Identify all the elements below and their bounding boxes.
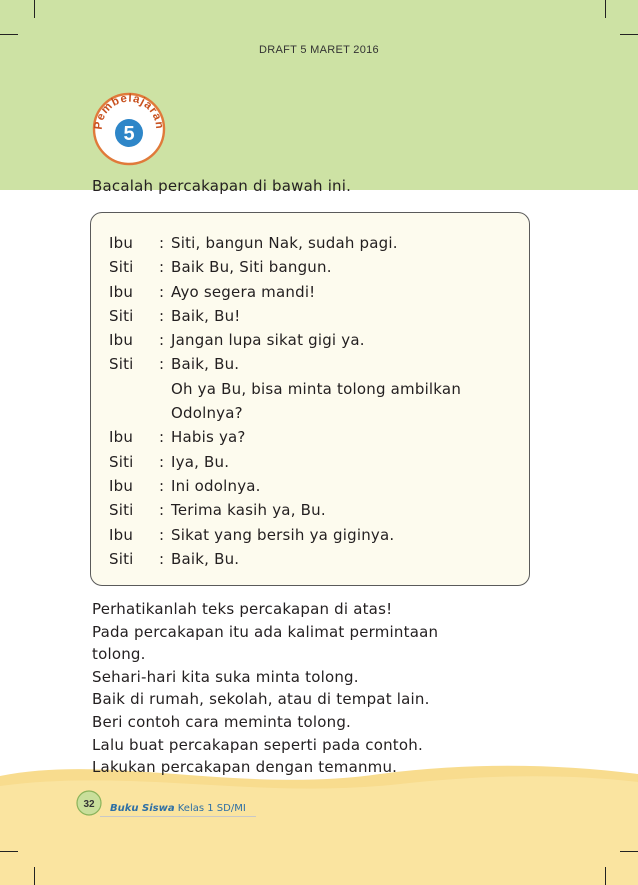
dialog-text: Oh ya Bu, bisa minta tolong ambilkan [171, 379, 462, 398]
dialog-line [109, 255, 461, 279]
instruction-line: Pada percakapan itu ada kalimat permintaan [92, 622, 439, 641]
dialog-colon: : [159, 501, 165, 520]
dialog-colon: : [159, 306, 165, 325]
dialog-speaker: Siti [109, 258, 134, 277]
instruction-line: Sehari-hari kita suka minta tolong. [92, 667, 359, 686]
instruction-line: Baik di rumah, sekolah, atau di tempat lain. [92, 690, 430, 709]
dialog-colon [159, 401, 171, 425]
dialog-speaker: Ibu [109, 331, 134, 350]
dialog-line [109, 498, 461, 522]
dialog-speaker: Ibu [109, 428, 134, 447]
dialog-text: Ayo segera mandi! [171, 282, 316, 301]
instruction-line: Lakukan percakapan dengan temanmu. [92, 758, 398, 777]
dialog-line [109, 474, 461, 498]
dialog-line [109, 304, 461, 328]
draft-label: DRAFT 5 MARET 2016 [259, 44, 379, 56]
crop-mark [620, 851, 638, 852]
dialog-text: Jangan lupa sikat gigi ya. [171, 331, 365, 350]
dialog-speaker: Siti [109, 355, 134, 374]
dialog-box [90, 212, 530, 586]
book-subtitle: Kelas 1 SD/MI [177, 803, 246, 814]
footer-text [110, 803, 246, 814]
dialog-text: Iya, Bu. [171, 452, 230, 471]
dialog-speaker [109, 377, 159, 401]
dialog-speaker: Siti [109, 501, 134, 520]
dialog-line [109, 280, 461, 304]
dialog-text: Baik Bu, Siti bangun. [171, 258, 332, 277]
lesson-badge [92, 92, 166, 166]
crop-mark [34, 867, 35, 885]
dialog-text: Habis ya? [171, 428, 246, 447]
dialog-colon: : [159, 549, 165, 568]
dialog-text: Baik, Bu! [171, 306, 241, 325]
dialog-text: Sikat yang bersih ya giginya. [171, 525, 395, 544]
badge-arc-text: Pembelajaran [92, 92, 166, 131]
dialog-line [109, 328, 461, 352]
instruction-line: tolong. [92, 645, 146, 664]
dialog-colon: : [159, 331, 165, 350]
dialog-text: Siti, bangun Nak, sudah pagi. [171, 234, 398, 252]
crop-mark [0, 34, 18, 35]
dialog-colon [159, 377, 171, 401]
crop-mark [620, 34, 638, 35]
dialog-text: Ini odolnya. [171, 476, 261, 495]
instructions [92, 598, 438, 779]
dialog-text: Terima kasih ya, Bu. [171, 501, 326, 520]
footer-rule [100, 816, 256, 817]
instruction-line: Perhatikanlah teks percakapan di atas! [92, 600, 393, 618]
dialog-text: Odolnya? [171, 404, 243, 423]
dialog-speaker: Ibu [109, 282, 134, 301]
dialog-colon: : [159, 282, 165, 301]
dialog-line [109, 352, 461, 376]
dialog-text: Baik, Bu. [171, 549, 240, 568]
dialog-speaker: Siti [109, 452, 134, 471]
intro-text: Bacalah percakapan di bawah ini. [92, 177, 352, 195]
crop-mark [34, 0, 35, 18]
dialog-line [109, 231, 461, 255]
badge-number: 5 [123, 123, 135, 145]
crop-mark [0, 851, 18, 852]
dialog-list [109, 231, 461, 571]
dialog-line [109, 401, 461, 425]
dialog-speaker: Siti [109, 306, 134, 325]
dialog-colon: : [159, 525, 165, 544]
dialog-speaker: Siti [109, 549, 134, 568]
instruction-line: Lalu buat percakapan seperti pada contoh. [92, 735, 423, 754]
dialog-line [109, 450, 461, 474]
dialog-line [109, 377, 461, 401]
dialog-colon: : [159, 258, 165, 277]
footer-wave [0, 760, 638, 885]
dialog-colon: : [159, 476, 165, 495]
dialog-line [109, 425, 461, 449]
dialog-speaker: Ibu [109, 476, 134, 495]
dialog-speaker: Ibu [109, 525, 134, 544]
crop-mark [605, 867, 606, 885]
dialog-colon: : [159, 452, 165, 471]
dialog-colon: : [159, 234, 165, 252]
crop-mark [605, 0, 606, 18]
dialog-line [109, 523, 461, 547]
page-number-badge [76, 790, 102, 816]
dialog-colon: : [159, 355, 165, 374]
dialog-text: Baik, Bu. [171, 355, 240, 374]
book-title: Buku Siswa [110, 803, 175, 814]
dialog-colon: : [159, 428, 165, 447]
dialog-speaker [109, 401, 159, 425]
dialog-speaker: Ibu [109, 234, 134, 252]
page-number: 32 [83, 799, 95, 810]
dialog-line [109, 547, 461, 571]
instruction-line: Beri contoh cara meminta tolong. [92, 712, 352, 731]
